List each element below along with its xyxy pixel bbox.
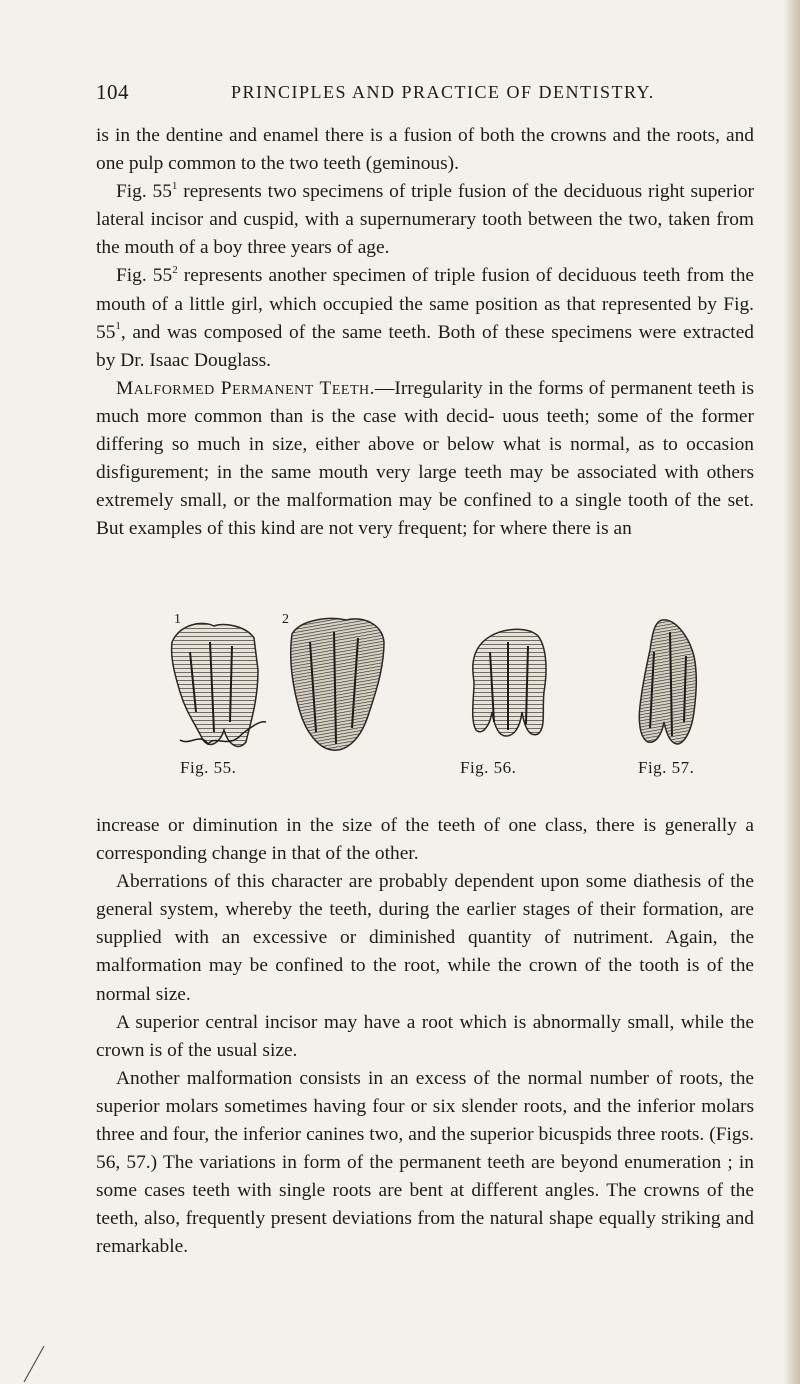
page-edge-shadow (784, 0, 800, 1384)
paragraph-text: represents two specimens of triple fusion of the deciduous right superior lateral incisor and cuspid, with a supernumerary tooth between the two, taken from the mouth of a boy three years of age. (96, 181, 754, 259)
fig55-specimen-2 (291, 619, 384, 751)
section-heading: Malformed Permanent Teeth. (116, 377, 375, 399)
tooth-illustrations (150, 612, 730, 757)
fig55-label-1: 1 (174, 612, 181, 627)
paragraph-text: —Irregularity in the forms of permanent teeth is much more common than is the case with decid- uous teeth; some of the former differing so much in size, either above or below what is normal, as to occasion disfigurement; in the same mouth very large teeth may be associated with others extremely small, or the malformation may be confined to a single tooth of the set. But examples of this kind are not very frequent; for where there is an (96, 377, 754, 540)
superscript: 2 (172, 264, 178, 276)
fig-reference: Fig. 55 (116, 265, 173, 287)
paragraph: A superior central incisor may have a root which is abnormally small, while the crown is of the usual size. (96, 1011, 754, 1061)
paragraph-text: , and was composed of the same teeth. Both of these specimens were extracted by Dr. Isaac Douglass. (96, 321, 754, 371)
body-text-bottom (96, 812, 754, 1262)
paragraph: Aberrations of this character are probably dependent upon some diathesis of the general system, whereby the teeth, during the earlier stages of their formation, are supplied with an excessive or diminished quantity of nutriment. Again, the malformation may be confined to the root, while the crown of the tooth is of the normal size. (96, 871, 754, 1005)
paragraph: increase or diminution in the size of the teeth of one class, there is generally a corresponding change in that of the other. (96, 815, 754, 865)
body-text-top (96, 122, 754, 543)
paragraph (96, 262, 754, 374)
figures-row (150, 612, 730, 792)
paragraph: Another malformation consists in an excess of the normal number of roots, the superior molars sometimes having four or six slender roots, and the inferior molars three and four, the inferior canines two, and the superior bicuspids three roots. (Figs. 56, 57.) The variations in form of the permanent teeth are beyond enumeration ; in some cases teeth with single roots are bent at different angles. The crowns of the teeth, also, frequently present deviations from the natural shape equally striking and remarkable. (96, 1067, 754, 1258)
paragraph: is in the dentine and enamel there is a fusion of both the crowns and the roots, and one pulp common to the two teeth (geminous). (96, 125, 754, 175)
paragraph (96, 375, 754, 544)
fig56-tooth (473, 629, 546, 736)
fig57-caption: Fig. 57. (638, 758, 695, 777)
page-header (96, 80, 736, 106)
fig55-specimen-1 (172, 623, 266, 746)
page-number: 104 (96, 80, 129, 104)
fig55-caption: Fig. 55. (180, 758, 237, 777)
paragraph (96, 178, 754, 262)
paragraph-text: represents another specimen of triple fusion of deciduous teeth from the mouth of a little girl, which occupied the same position as that represented by Fig. 55 (96, 265, 754, 343)
stray-pen-mark (20, 1344, 46, 1384)
fig-reference: Fig. 55 (116, 181, 172, 203)
running-head: PRINCIPLES AND PRACTICE OF DENTISTRY. (231, 82, 655, 102)
fig57-tooth (639, 620, 696, 744)
superscript: 1 (171, 179, 178, 192)
fig55-label-2: 2 (282, 612, 289, 627)
superscript: 1 (115, 320, 121, 333)
fig56-caption: Fig. 56. (460, 758, 517, 777)
